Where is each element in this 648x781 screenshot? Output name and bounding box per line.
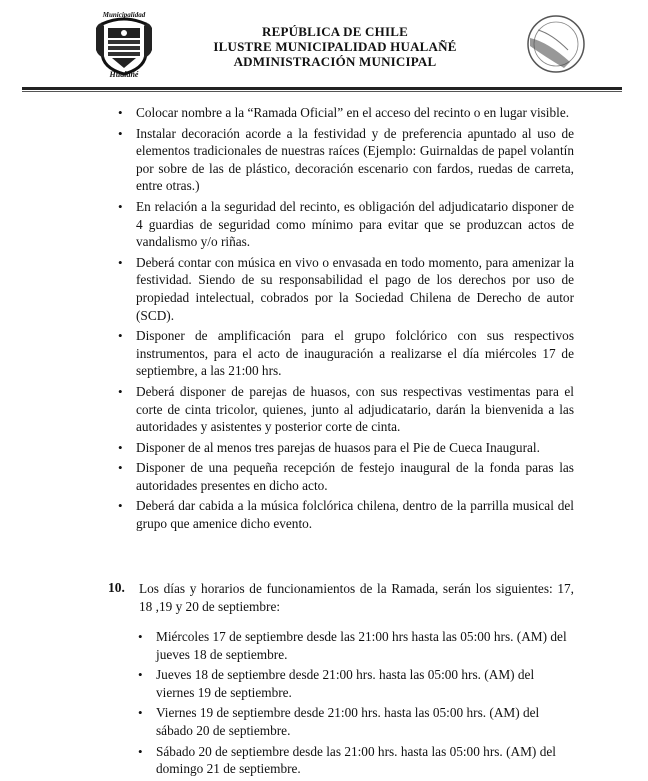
bullet-icon: •: [118, 254, 123, 270]
list-item: [138, 743, 574, 778]
bullet-icon: •: [138, 667, 143, 683]
list-item-text: Miércoles 17 de septiembre desde las 21:00 hrs hasta las 05:00 hrs. (AM) del jueves 18 de septiembre.: [156, 629, 567, 662]
list-item: [118, 383, 574, 436]
bullet-icon: •: [118, 125, 123, 141]
list-item: [138, 628, 574, 663]
list-item-text: Disponer de una pequeña recepción de festejo inaugural de la fonda paras las autoridades presentes en dicho acto.: [136, 460, 574, 493]
list-item: [118, 327, 574, 380]
list-item-text: Colocar nombre a la “Ramada Oficial” en el acceso del recinto o en lugar visible.: [136, 105, 570, 120]
header-titles: [180, 24, 490, 69]
schedule-list: [138, 628, 574, 781]
logo-top-label: Municipalidad: [102, 11, 146, 19]
list-item-text: En relación a la seguridad del recinto, es obligación del adjudicatario disponer de 4 guardias de seguridad como mínimo para evitar que se produzcan actos de vandalismo y/o riñas.: [136, 198, 574, 250]
list-item: [118, 439, 574, 457]
seal-stamp-icon: [524, 12, 588, 76]
list-item: [138, 666, 574, 701]
list-item-text: Deberá disponer de parejas de huasos, con sus respectivas vestimentas para el corte de cinta tricolor, quienes, junto al adjudicatario, darán la bienvenida a las autoridades y asistentes y posterior corte de cinta.: [136, 383, 574, 435]
list-item-text: Sábado 20 de septiembre desde las 21:00 hrs. hasta las 05:00 hrs. (AM) del domingo 21 de septiembre.: [156, 743, 556, 777]
list-item-text: Deberá contar con música en vivo o envasada en todo momento, para amenizar la festividad. Siendo de su responsabilidad el pago de los derechos por uso de propiedad intelectual, cobrados por la Sociedad Chilena de Derecho de autor (SCD).: [136, 254, 574, 323]
bullet-icon: •: [138, 629, 143, 644]
list-item: [118, 254, 574, 324]
list-item-text: Jueves 18 de septiembre desde 21:00 hrs. hasta las 05:00 hrs. (AM) del viernes 19 de septiembre.: [156, 667, 535, 700]
bullet-icon: •: [118, 439, 123, 455]
list-item-text: Deberá dar cabida a la música folclórica chilena, dentro de la parrilla musical del grupo que amenice dicho evento.: [136, 498, 574, 532]
list-item-text: Disponer de al menos tres parejas de huasos para el Pie de Cueca Inaugural.: [136, 439, 540, 455]
header-municipality: ILUSTRE MUNICIPALIDAD HUALAÑÉ: [213, 39, 457, 54]
list-item-text: Instalar decoración acorde a la festividad y de preferencia apuntado al uso de elementos tradicionales de nuestras raíces (Ejemplo: Guirnaldas de papel volantín por sobre de las de plástico, decoración escenario con fardos, ruedas de carreta, entre otras.): [136, 125, 574, 194]
document-header: [0, 0, 648, 92]
list-item-text: Disponer de amplificación para el grupo folclórico con sus respectivos instrumentos, para el acto de inauguración a realizarse el día miércoles 17 de septiembre, a las 21:00 hrs.: [136, 328, 574, 379]
list-item: [118, 125, 574, 195]
header-country: REPÚBLICA DE CHILE: [262, 24, 408, 39]
requirements-list: [118, 104, 574, 536]
bullet-icon: •: [118, 105, 123, 120]
bullet-icon: •: [118, 460, 123, 476]
bullet-icon: •: [138, 705, 143, 721]
header-divider-thin: [22, 91, 622, 92]
list-item: [118, 104, 574, 122]
logo-bottom-label: Hualañé: [109, 70, 139, 79]
list-item-text: Viernes 19 de septiembre desde 21:00 hrs. hasta las 05:00 hrs. (AM) del sábado 20 de septiembre.: [156, 705, 540, 738]
list-item: [118, 497, 574, 532]
header-divider: [22, 87, 622, 90]
list-item: [118, 198, 574, 251]
bullet-icon: •: [118, 498, 123, 514]
list-item: [118, 459, 574, 494]
bullet-icon: •: [118, 328, 123, 344]
bullet-icon: •: [118, 383, 123, 399]
header-department: ADMINISTRACIÓN MUNICIPAL: [233, 54, 437, 69]
section-number: 10.: [108, 580, 125, 595]
bullet-icon: •: [138, 743, 143, 759]
bullet-icon: •: [118, 198, 123, 214]
section-text: Los días y horarios de funcionamientos de la Ramada, serán los siguientes: 17, 18 ,19 y 20 de septiembre:: [139, 581, 574, 614]
list-item: [138, 704, 574, 739]
